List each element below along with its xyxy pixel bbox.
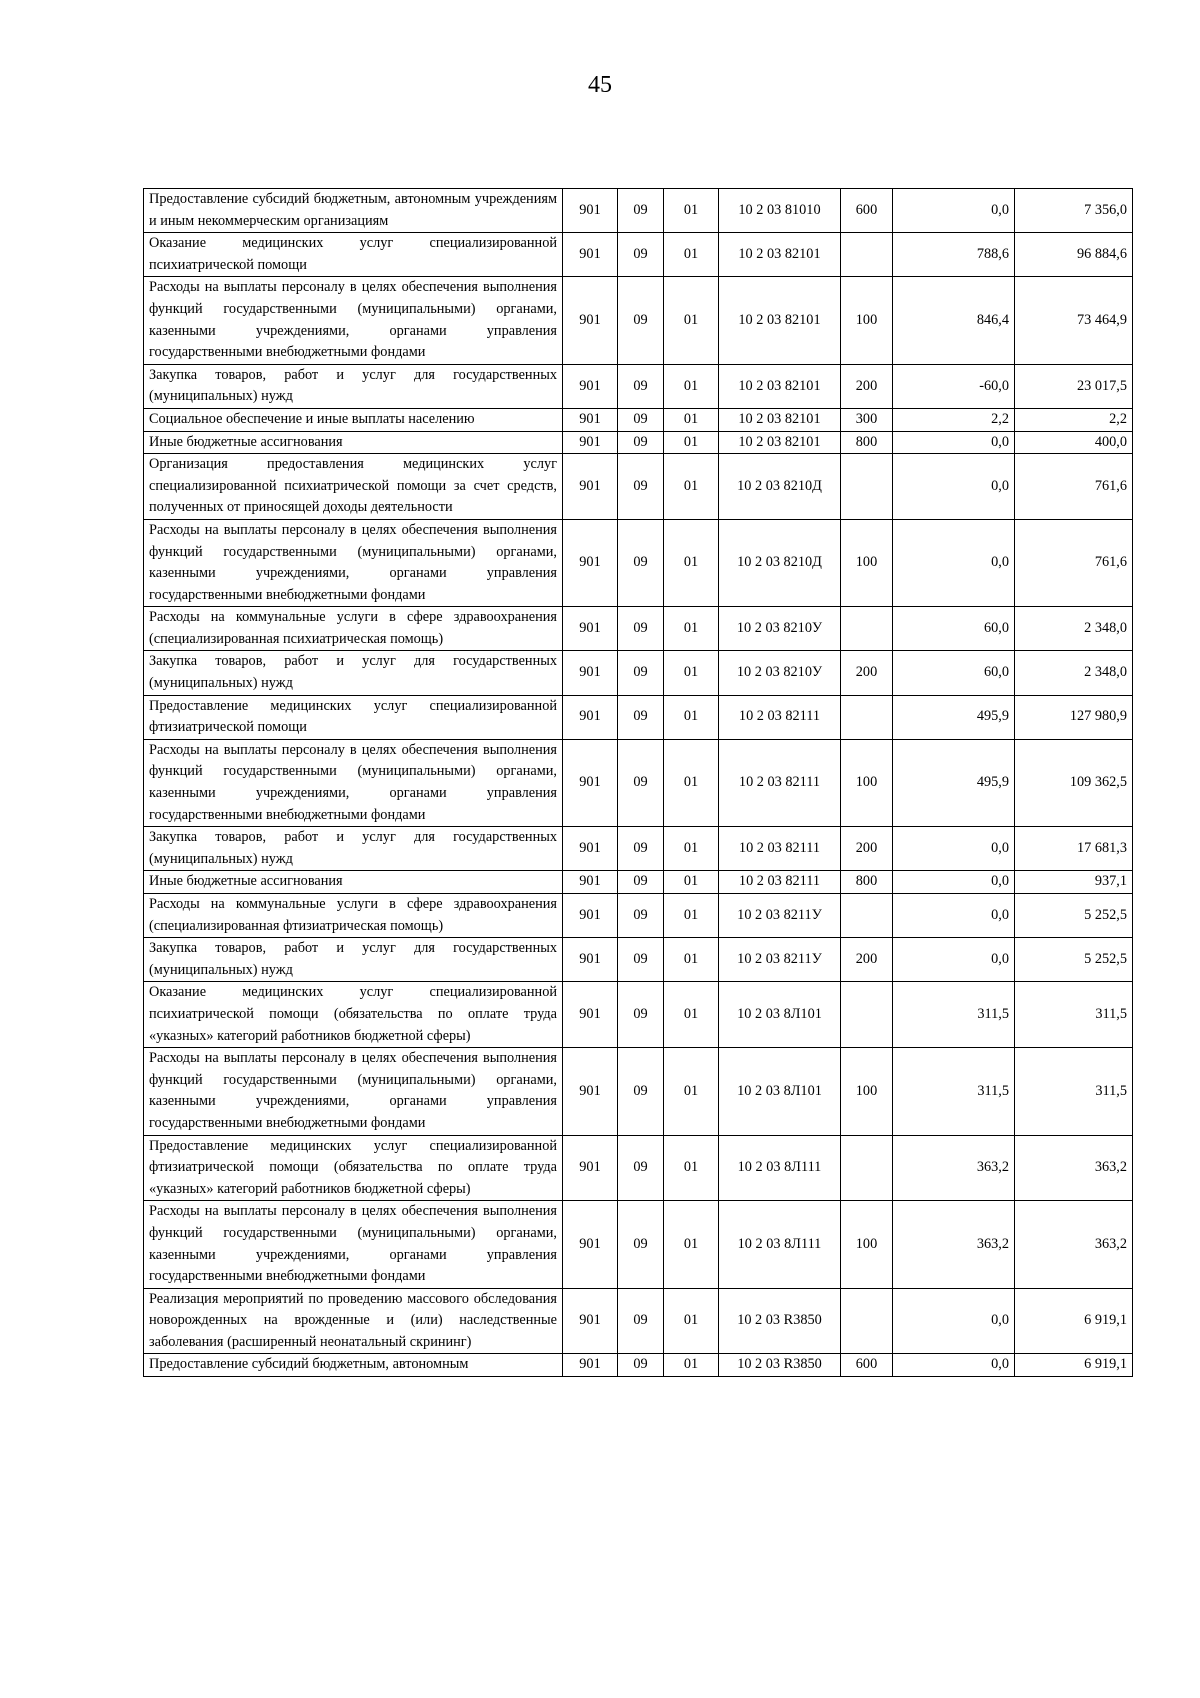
cell-amount-total: 311,5 (1015, 1048, 1133, 1135)
table-row (144, 827, 1133, 871)
cell-section-code: 09 (618, 1135, 664, 1201)
cell-subsection-code: 01 (664, 277, 719, 364)
cell-amount-change: 0,0 (893, 519, 1015, 606)
cell-amount-total: 761,6 (1015, 519, 1133, 606)
cell-expense-type: 100 (841, 519, 893, 606)
table-row (144, 1201, 1133, 1288)
cell-amount-total: 400,0 (1015, 431, 1133, 454)
table-row (144, 277, 1133, 364)
cell-amount-total: 6 919,1 (1015, 1288, 1133, 1354)
table-row (144, 739, 1133, 826)
cell-expense-type: 200 (841, 651, 893, 695)
cell-target-article: 10 2 03 82101 (719, 233, 841, 277)
cell-subsection-code: 01 (664, 1354, 719, 1377)
cell-expense-type (841, 695, 893, 739)
cell-section-code: 09 (618, 982, 664, 1048)
cell-subsection-code: 01 (664, 651, 719, 695)
table-row (144, 1288, 1133, 1354)
cell-target-article: 10 2 03 8211У (719, 938, 841, 982)
cell-expense-type: 600 (841, 189, 893, 233)
cell-amount-change: 60,0 (893, 607, 1015, 651)
cell-amount-total: 761,6 (1015, 454, 1133, 520)
cell-amount-total: 937,1 (1015, 871, 1133, 894)
cell-section-code: 09 (618, 1354, 664, 1377)
cell-section-code: 09 (618, 607, 664, 651)
cell-ministry-code: 901 (563, 1201, 618, 1288)
cell-amount-total: 127 980,9 (1015, 695, 1133, 739)
cell-description: Закупка товаров, работ и услуг для государственных (муниципальных) нужд (144, 651, 563, 695)
cell-amount-change: 788,6 (893, 233, 1015, 277)
table-row (144, 454, 1133, 520)
cell-subsection-code: 01 (664, 607, 719, 651)
cell-subsection-code: 01 (664, 938, 719, 982)
cell-subsection-code: 01 (664, 871, 719, 894)
table-row (144, 1354, 1133, 1377)
cell-section-code: 09 (618, 1288, 664, 1354)
cell-description: Социальное обеспечение и иные выплаты населению (144, 408, 563, 431)
cell-expense-type (841, 454, 893, 520)
cell-section-code: 09 (618, 277, 664, 364)
cell-ministry-code: 901 (563, 827, 618, 871)
cell-ministry-code: 901 (563, 982, 618, 1048)
cell-expense-type: 200 (841, 364, 893, 408)
cell-amount-change: 0,0 (893, 431, 1015, 454)
cell-ministry-code: 901 (563, 695, 618, 739)
cell-subsection-code: 01 (664, 1201, 719, 1288)
cell-section-code: 09 (618, 408, 664, 431)
cell-target-article: 10 2 03 8210Д (719, 454, 841, 520)
cell-section-code: 09 (618, 938, 664, 982)
cell-section-code: 09 (618, 871, 664, 894)
table-row (144, 519, 1133, 606)
cell-target-article: 10 2 03 8210У (719, 651, 841, 695)
cell-section-code: 09 (618, 827, 664, 871)
table-row (144, 894, 1133, 938)
cell-ministry-code: 901 (563, 431, 618, 454)
cell-amount-change: 0,0 (893, 1288, 1015, 1354)
cell-section-code: 09 (618, 695, 664, 739)
cell-amount-change: 60,0 (893, 651, 1015, 695)
cell-target-article: 10 2 03 8Л111 (719, 1201, 841, 1288)
cell-ministry-code: 901 (563, 1135, 618, 1201)
cell-description: Предоставление субсидий бюджетным, автономным учреждениям и иным некоммерческим организациям (144, 189, 563, 233)
cell-target-article: 10 2 03 82101 (719, 364, 841, 408)
cell-amount-change: 311,5 (893, 1048, 1015, 1135)
cell-target-article: 10 2 03 82111 (719, 695, 841, 739)
cell-amount-change: 0,0 (893, 871, 1015, 894)
table-row (144, 982, 1133, 1048)
cell-description: Закупка товаров, работ и услуг для государственных (муниципальных) нужд (144, 938, 563, 982)
cell-description: Реализация мероприятий по проведению массового обследования новорожденных на врожденные и (или) наследственные заболевания (расширенный неонатальный скрининг) (144, 1288, 563, 1354)
table-row (144, 695, 1133, 739)
cell-description: Расходы на выплаты персоналу в целях обеспечения выполнения функций государственными (муниципальными) органами, казенными учреждениями, органами управления государственными внебюджетными фондами (144, 739, 563, 826)
cell-subsection-code: 01 (664, 1135, 719, 1201)
cell-ministry-code: 901 (563, 189, 618, 233)
cell-amount-change: 0,0 (893, 827, 1015, 871)
cell-amount-change: 846,4 (893, 277, 1015, 364)
budget-table-body (144, 189, 1133, 1377)
cell-subsection-code: 01 (664, 695, 719, 739)
cell-section-code: 09 (618, 189, 664, 233)
cell-ministry-code: 901 (563, 454, 618, 520)
cell-description: Оказание медицинских услуг специализированной психиатрической помощи (обязательства по оплате труда «указных» категорий работников бюджетной сферы) (144, 982, 563, 1048)
cell-subsection-code: 01 (664, 827, 719, 871)
cell-expense-type: 600 (841, 1354, 893, 1377)
cell-expense-type: 100 (841, 1201, 893, 1288)
cell-description: Расходы на выплаты персоналу в целях обеспечения выполнения функций государственными (муниципальными) органами, казенными учреждениями, органами управления государственными внебюджетными фондами (144, 1201, 563, 1288)
cell-target-article: 10 2 03 81010 (719, 189, 841, 233)
cell-subsection-code: 01 (664, 982, 719, 1048)
cell-amount-total: 2 348,0 (1015, 607, 1133, 651)
cell-description: Предоставление медицинских услуг специализированной фтизиатрической помощи (обязательства по оплате труда «указных» категорий работников бюджетной сферы) (144, 1135, 563, 1201)
cell-subsection-code: 01 (664, 233, 719, 277)
cell-amount-change: 2,2 (893, 408, 1015, 431)
cell-expense-type: 200 (841, 827, 893, 871)
cell-subsection-code: 01 (664, 364, 719, 408)
cell-expense-type: 200 (841, 938, 893, 982)
cell-description: Иные бюджетные ассигнования (144, 431, 563, 454)
cell-target-article: 10 2 03 8Л101 (719, 982, 841, 1048)
cell-amount-total: 96 884,6 (1015, 233, 1133, 277)
cell-target-article: 10 2 03 8210У (719, 607, 841, 651)
cell-target-article: 10 2 03 82111 (719, 827, 841, 871)
cell-amount-total: 73 464,9 (1015, 277, 1133, 364)
cell-amount-total: 2 348,0 (1015, 651, 1133, 695)
cell-description: Иные бюджетные ассигнования (144, 871, 563, 894)
cell-subsection-code: 01 (664, 739, 719, 826)
cell-amount-total: 5 252,5 (1015, 894, 1133, 938)
cell-amount-total: 5 252,5 (1015, 938, 1133, 982)
cell-amount-total: 311,5 (1015, 982, 1133, 1048)
cell-subsection-code: 01 (664, 408, 719, 431)
cell-target-article: 10 2 03 8210Д (719, 519, 841, 606)
cell-expense-type (841, 233, 893, 277)
cell-amount-total: 363,2 (1015, 1201, 1133, 1288)
cell-section-code: 09 (618, 233, 664, 277)
cell-subsection-code: 01 (664, 454, 719, 520)
budget-table (143, 188, 1133, 1377)
cell-amount-change: 495,9 (893, 739, 1015, 826)
cell-expense-type (841, 1135, 893, 1201)
cell-section-code: 09 (618, 519, 664, 606)
cell-ministry-code: 901 (563, 1354, 618, 1377)
cell-ministry-code: 901 (563, 739, 618, 826)
cell-subsection-code: 01 (664, 894, 719, 938)
cell-ministry-code: 901 (563, 938, 618, 982)
cell-ministry-code: 901 (563, 233, 618, 277)
cell-ministry-code: 901 (563, 607, 618, 651)
cell-amount-total: 109 362,5 (1015, 739, 1133, 826)
cell-target-article: 10 2 03 R3850 (719, 1288, 841, 1354)
cell-section-code: 09 (618, 454, 664, 520)
cell-description: Расходы на коммунальные услуги в сфере здравоохранения (специализированная психиатрическая помощь) (144, 607, 563, 651)
table-row (144, 431, 1133, 454)
cell-amount-change: -60,0 (893, 364, 1015, 408)
cell-amount-total: 23 017,5 (1015, 364, 1133, 408)
cell-description: Предоставление медицинских услуг специализированной фтизиатрической помощи (144, 695, 563, 739)
cell-ministry-code: 901 (563, 364, 618, 408)
cell-ministry-code: 901 (563, 1048, 618, 1135)
cell-subsection-code: 01 (664, 431, 719, 454)
cell-subsection-code: 01 (664, 1288, 719, 1354)
cell-amount-change: 311,5 (893, 982, 1015, 1048)
table-row (144, 651, 1133, 695)
cell-amount-total: 363,2 (1015, 1135, 1133, 1201)
cell-expense-type (841, 894, 893, 938)
table-row (144, 364, 1133, 408)
cell-expense-type: 800 (841, 431, 893, 454)
cell-section-code: 09 (618, 894, 664, 938)
cell-subsection-code: 01 (664, 519, 719, 606)
cell-expense-type: 100 (841, 277, 893, 364)
cell-ministry-code: 901 (563, 408, 618, 431)
cell-amount-total: 7 356,0 (1015, 189, 1133, 233)
cell-ministry-code: 901 (563, 277, 618, 364)
cell-description: Расходы на выплаты персоналу в целях обеспечения выполнения функций государственными (муниципальными) органами, казенными учреждениями, органами управления государственными внебюджетными фондами (144, 277, 563, 364)
cell-target-article: 10 2 03 82101 (719, 277, 841, 364)
cell-amount-total: 2,2 (1015, 408, 1133, 431)
cell-amount-change: 363,2 (893, 1201, 1015, 1288)
cell-subsection-code: 01 (664, 189, 719, 233)
page-number: 45 (588, 72, 612, 98)
cell-amount-total: 17 681,3 (1015, 827, 1133, 871)
table-row (144, 189, 1133, 233)
cell-section-code: 09 (618, 1201, 664, 1288)
cell-amount-change: 0,0 (893, 189, 1015, 233)
cell-target-article: 10 2 03 82101 (719, 408, 841, 431)
cell-description: Закупка товаров, работ и услуг для государственных (муниципальных) нужд (144, 827, 563, 871)
cell-expense-type: 800 (841, 871, 893, 894)
cell-section-code: 09 (618, 364, 664, 408)
cell-expense-type (841, 607, 893, 651)
cell-section-code: 09 (618, 431, 664, 454)
table-row (144, 408, 1133, 431)
table-row (144, 1135, 1133, 1201)
table-row (144, 938, 1133, 982)
cell-description: Закупка товаров, работ и услуг для государственных (муниципальных) нужд (144, 364, 563, 408)
cell-ministry-code: 901 (563, 651, 618, 695)
cell-subsection-code: 01 (664, 1048, 719, 1135)
cell-target-article: 10 2 03 8Л111 (719, 1135, 841, 1201)
cell-amount-change: 495,9 (893, 695, 1015, 739)
cell-amount-change: 0,0 (893, 1354, 1015, 1377)
cell-target-article: 10 2 03 8Л101 (719, 1048, 841, 1135)
table-row (144, 1048, 1133, 1135)
cell-section-code: 09 (618, 739, 664, 826)
cell-expense-type (841, 1288, 893, 1354)
cell-target-article: 10 2 03 8211У (719, 894, 841, 938)
cell-target-article: 10 2 03 82111 (719, 739, 841, 826)
cell-target-article: 10 2 03 82101 (719, 431, 841, 454)
table-row (144, 871, 1133, 894)
table-row (144, 233, 1133, 277)
cell-amount-change: 0,0 (893, 454, 1015, 520)
cell-ministry-code: 901 (563, 894, 618, 938)
cell-amount-change: 0,0 (893, 894, 1015, 938)
cell-description: Предоставление субсидий бюджетным, автономным (144, 1354, 563, 1377)
cell-expense-type: 100 (841, 1048, 893, 1135)
cell-target-article: 10 2 03 82111 (719, 871, 841, 894)
table-row (144, 607, 1133, 651)
cell-target-article: 10 2 03 R3850 (719, 1354, 841, 1377)
cell-amount-change: 0,0 (893, 938, 1015, 982)
cell-section-code: 09 (618, 1048, 664, 1135)
cell-amount-change: 363,2 (893, 1135, 1015, 1201)
cell-expense-type: 100 (841, 739, 893, 826)
cell-expense-type (841, 982, 893, 1048)
cell-description: Оказание медицинских услуг специализированной психиатрической помощи (144, 233, 563, 277)
cell-section-code: 09 (618, 651, 664, 695)
cell-description: Расходы на коммунальные услуги в сфере здравоохранения (специализированная фтизиатрическая помощь) (144, 894, 563, 938)
cell-ministry-code: 901 (563, 519, 618, 606)
cell-ministry-code: 901 (563, 871, 618, 894)
cell-description: Организация предоставления медицинских услуг специализированной психиатрической помощи за счет средств, полученных от приносящей доходы деятельности (144, 454, 563, 520)
cell-description: Расходы на выплаты персоналу в целях обеспечения выполнения функций государственными (муниципальными) органами, казенными учреждениями, органами управления государственными внебюджетными фондами (144, 1048, 563, 1135)
cell-ministry-code: 901 (563, 1288, 618, 1354)
cell-description: Расходы на выплаты персоналу в целях обеспечения выполнения функций государственными (муниципальными) органами, казенными учреждениями, органами управления государственными внебюджетными фондами (144, 519, 563, 606)
cell-amount-total: 6 919,1 (1015, 1354, 1133, 1377)
cell-expense-type: 300 (841, 408, 893, 431)
